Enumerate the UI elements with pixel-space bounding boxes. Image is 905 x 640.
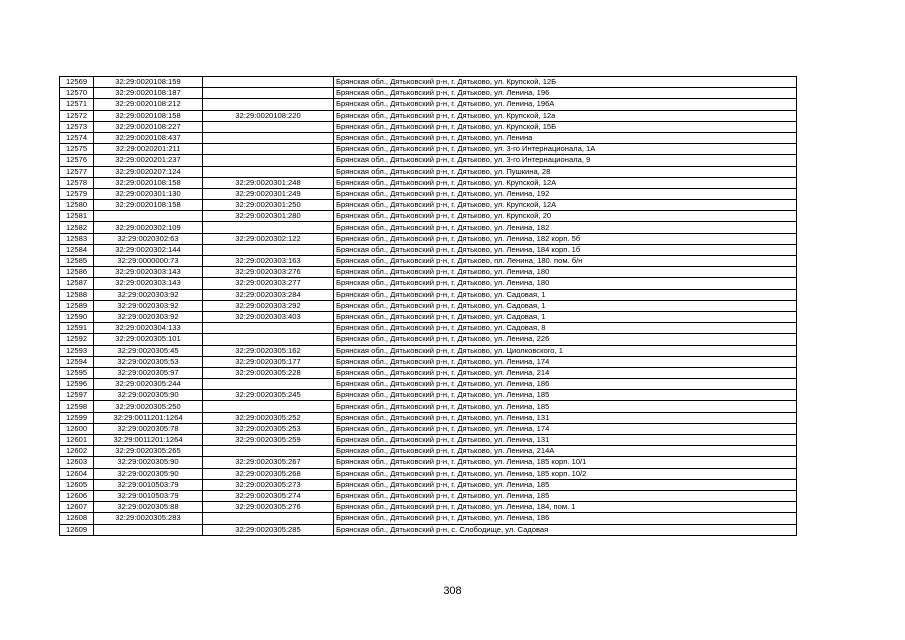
address-cell: Брянская обл., Дятьковский р-н, г. Дятьково, ул. Садовая, 1 xyxy=(334,300,797,311)
cadastral-number-cell: 32:29:0020305:53 xyxy=(94,356,203,367)
object-cadastral-number-cell: 32:29:0020305:268 xyxy=(203,468,334,479)
table-row xyxy=(60,367,797,378)
cadastral-number-cell: 32:29:0020108:158 xyxy=(94,110,203,121)
object-cadastral-number-cell: 32:29:0020303:284 xyxy=(203,289,334,300)
address-cell: Брянская обл., Дятьковский р-н, г. Дятьково, ул. Циолковского, 1 xyxy=(334,345,797,356)
cadastral-number-cell: 32:29:0020302:109 xyxy=(94,222,203,233)
record-number-cell: 12593 xyxy=(60,345,94,356)
address-cell: Брянская обл., Дятьковский р-н, г. Дятьково, ул. Ленина, 196А xyxy=(334,99,797,110)
address-cell: Брянская обл., Дятьковский р-н, г. Дятьково, ул. Ленина, 185 корп. 10/2 xyxy=(334,468,797,479)
table-row xyxy=(60,345,797,356)
table-row xyxy=(60,435,797,446)
record-number-cell: 12603 xyxy=(60,457,94,468)
object-cadastral-number-cell: 32:29:0020305:274 xyxy=(203,490,334,501)
object-cadastral-number-cell: 32:29:0020305:259 xyxy=(203,435,334,446)
record-number-cell: 12594 xyxy=(60,356,94,367)
cadastral-number-cell: 32:29:0020305:265 xyxy=(94,446,203,457)
object-cadastral-number-cell: 32:29:0020305:253 xyxy=(203,423,334,434)
record-number-cell: 12596 xyxy=(60,379,94,390)
cadastral-number-cell: 32:29:0020201:237 xyxy=(94,155,203,166)
address-cell: Брянская обл., Дятьковский р-н, г. Дятьково, ул. Крупской, 12А xyxy=(334,177,797,188)
table-row xyxy=(60,132,797,143)
object-cadastral-number-cell xyxy=(203,446,334,457)
record-number-cell: 12601 xyxy=(60,435,94,446)
record-number-cell: 12595 xyxy=(60,367,94,378)
record-number-cell: 12600 xyxy=(60,423,94,434)
address-cell: Брянская обл., Дятьковский р-н, г. Дятьково, ул. Ленина, 184 корп. 1б xyxy=(334,244,797,255)
table-row xyxy=(60,323,797,334)
object-cadastral-number-cell: 32:29:0020301:249 xyxy=(203,188,334,199)
table-row xyxy=(60,188,797,199)
record-number-cell: 12569 xyxy=(60,77,94,88)
cadastral-number-cell: 32:29:0020305:97 xyxy=(94,367,203,378)
address-cell: Брянская обл., Дятьковский р-н, г. Дятьково, ул. Ленина, 131 xyxy=(334,435,797,446)
table-row xyxy=(60,446,797,457)
address-cell: Брянская обл., Дятьковский р-н, г. Дятьково, ул. Крупской, 20 xyxy=(334,211,797,222)
table-row xyxy=(60,379,797,390)
address-cell: Брянская обл., Дятьковский р-н, г. Дятьково, ул. Крупской, 15Б xyxy=(334,121,797,132)
table-row xyxy=(60,300,797,311)
table-row xyxy=(60,144,797,155)
record-number-cell: 12608 xyxy=(60,513,94,524)
object-cadastral-number-cell: 32:29:0020303:292 xyxy=(203,300,334,311)
table-row xyxy=(60,77,797,88)
object-cadastral-number-cell xyxy=(203,379,334,390)
address-cell: Брянская обл., Дятьковский р-н, г. Дятьково, ул. Ленина, 184, пом. 1 xyxy=(334,502,797,513)
table-row xyxy=(60,166,797,177)
record-number-cell: 12573 xyxy=(60,121,94,132)
address-cell: Брянская обл., Дятьковский р-н, г. Дятьково, ул. 3-го Интернационала, 9 xyxy=(334,155,797,166)
object-cadastral-number-cell xyxy=(203,244,334,255)
address-cell: Брянская обл., Дятьковский р-н, г. Дятьково, ул. Садовая, 1 xyxy=(334,289,797,300)
object-cadastral-number-cell: 32:29:0020108:220 xyxy=(203,110,334,121)
table-row xyxy=(60,468,797,479)
record-number-cell: 12607 xyxy=(60,502,94,513)
record-number-cell: 12598 xyxy=(60,401,94,412)
cadastral-number-cell: 32:29:0010503:79 xyxy=(94,479,203,490)
table-row xyxy=(60,311,797,322)
record-number-cell: 12580 xyxy=(60,200,94,211)
address-cell: Брянская обл., Дятьковский р-н, г. Дятьково, ул. 3-го Интернационала, 1А xyxy=(334,144,797,155)
record-number-cell: 12587 xyxy=(60,278,94,289)
record-number-cell: 12577 xyxy=(60,166,94,177)
cadastral-number-cell: 32:29:0020108:437 xyxy=(94,132,203,143)
cadastral-number-cell: 32:29:0020108:159 xyxy=(94,77,203,88)
object-cadastral-number-cell: 32:29:0020303:277 xyxy=(203,278,334,289)
object-cadastral-number-cell xyxy=(203,334,334,345)
cadastral-number-cell: 32:29:0020303:92 xyxy=(94,300,203,311)
cadastral-number-cell xyxy=(94,524,203,535)
record-number-cell: 12590 xyxy=(60,311,94,322)
object-cadastral-number-cell xyxy=(203,401,334,412)
cadastral-number-cell: 32:29:0020301:130 xyxy=(94,188,203,199)
record-number-cell: 12584 xyxy=(60,244,94,255)
address-cell: Брянская обл., Дятьковский р-н, г. Дятьково, ул. Ленина, 174 xyxy=(334,356,797,367)
record-number-cell: 12581 xyxy=(60,211,94,222)
record-number-cell: 12575 xyxy=(60,144,94,155)
cadastral-number-cell: 32:29:0020108:227 xyxy=(94,121,203,132)
address-cell: Брянская обл., Дятьковский р-н, г. Дятьково, ул. Ленина, 196 xyxy=(334,88,797,99)
object-cadastral-number-cell: 32:29:0020301:248 xyxy=(203,177,334,188)
cadastral-number-cell: 32:29:0020305:283 xyxy=(94,513,203,524)
address-cell: Брянская обл., Дятьковский р-н, г. Дятьково, ул. Ленина xyxy=(334,132,797,143)
address-cell: Брянская обл., Дятьковский р-н, г. Дятьково, ул. Ленина, 180 xyxy=(334,267,797,278)
record-number-cell: 12578 xyxy=(60,177,94,188)
cadastral-number-cell: 32:29:0011201:1264 xyxy=(94,412,203,423)
address-cell: Брянская обл., Дятьковский р-н, г. Дятьково, ул. Садовая, 1 xyxy=(334,311,797,322)
record-number-cell: 12586 xyxy=(60,267,94,278)
object-cadastral-number-cell: 32:29:0020305:252 xyxy=(203,412,334,423)
table-row xyxy=(60,200,797,211)
address-cell: Брянская обл., Дятьковский р-н, с. Слободище, ул. Садовая xyxy=(334,524,797,535)
record-number-cell: 12582 xyxy=(60,222,94,233)
object-cadastral-number-cell xyxy=(203,155,334,166)
address-cell: Брянская обл., Дятьковский р-н, г. Дятьково, ул. Ленина, 185 xyxy=(334,479,797,490)
table-row xyxy=(60,121,797,132)
table-row xyxy=(60,334,797,345)
table-row xyxy=(60,211,797,222)
address-cell: Брянская обл., Дятьковский р-н, г. Дятьково, ул. Ленина, 174 xyxy=(334,423,797,434)
cadastral-number-cell: 32:29:0000000:73 xyxy=(94,256,203,267)
cadastral-number-cell: 32:29:0020108:212 xyxy=(94,99,203,110)
table-row xyxy=(60,99,797,110)
record-number-cell: 12591 xyxy=(60,323,94,334)
address-cell: Брянская обл., Дятьковский р-н, г. Дятьково, ул. Садовая, 8 xyxy=(334,323,797,334)
cadastral-number-cell: 32:29:0020108:158 xyxy=(94,200,203,211)
record-number-cell: 12604 xyxy=(60,468,94,479)
address-cell: Брянская обл., Дятьковский р-н, г. Дятьково, ул. Ленина, 214А xyxy=(334,446,797,457)
object-cadastral-number-cell: 32:29:0020305:228 xyxy=(203,367,334,378)
table-row xyxy=(60,513,797,524)
table-row xyxy=(60,356,797,367)
object-cadastral-number-cell: 32:29:0020301:250 xyxy=(203,200,334,211)
table-row xyxy=(60,490,797,501)
object-cadastral-number-cell xyxy=(203,132,334,143)
cadastral-number-cell: 32:29:0020305:90 xyxy=(94,468,203,479)
registry-table-body xyxy=(60,77,797,536)
page-number: 308 xyxy=(443,585,462,597)
cadastral-number-cell: 32:29:0020108:158 xyxy=(94,177,203,188)
address-cell: Брянская обл., Дятьковский р-н, г. Дятьково, ул. Крупской, 12Б xyxy=(334,77,797,88)
record-number-cell: 12574 xyxy=(60,132,94,143)
object-cadastral-number-cell: 32:29:0020305:273 xyxy=(203,479,334,490)
record-number-cell: 12609 xyxy=(60,524,94,535)
object-cadastral-number-cell: 32:29:0020305:285 xyxy=(203,524,334,535)
cadastral-number-cell: 32:29:0020305:244 xyxy=(94,379,203,390)
cadastral-number-cell: 32:29:0020303:143 xyxy=(94,278,203,289)
table-row xyxy=(60,423,797,434)
record-number-cell: 12570 xyxy=(60,88,94,99)
cadastral-number-cell: 32:29:0020305:78 xyxy=(94,423,203,434)
table-row xyxy=(60,244,797,255)
record-number-cell: 12579 xyxy=(60,188,94,199)
cadastral-number-cell: 32:29:0020305:250 xyxy=(94,401,203,412)
table-row xyxy=(60,401,797,412)
cadastral-number-cell: 32:29:0020108:187 xyxy=(94,88,203,99)
cadastral-number-cell: 32:29:0020201:211 xyxy=(94,144,203,155)
table-row xyxy=(60,110,797,121)
record-number-cell: 12576 xyxy=(60,155,94,166)
cadastral-number-cell: 32:29:0020305:90 xyxy=(94,457,203,468)
table-row xyxy=(60,155,797,166)
address-cell: Брянская обл., Дятьковский р-н, г. Дятьково, ул. Ленина, 186 xyxy=(334,513,797,524)
object-cadastral-number-cell xyxy=(203,77,334,88)
object-cadastral-number-cell: 32:29:0020305:162 xyxy=(203,345,334,356)
table-row xyxy=(60,457,797,468)
record-number-cell: 12599 xyxy=(60,412,94,423)
address-cell: Брянская обл., Дятьковский р-н, г. Дятьково, ул. Ленина, 180 xyxy=(334,278,797,289)
address-cell: Брянская обл., Дятьковский р-н, г. Дятьково, ул. Ленина, 185 xyxy=(334,490,797,501)
cadastral-number-cell: 32:29:0010503:79 xyxy=(94,490,203,501)
cadastral-number-cell: 32:29:0011201:1264 xyxy=(94,435,203,446)
cadastral-number-cell: 32:29:0020304:133 xyxy=(94,323,203,334)
table-row xyxy=(60,267,797,278)
object-cadastral-number-cell: 32:29:0020303:403 xyxy=(203,311,334,322)
object-cadastral-number-cell xyxy=(203,99,334,110)
table-row xyxy=(60,390,797,401)
table-row xyxy=(60,256,797,267)
record-number-cell: 12585 xyxy=(60,256,94,267)
object-cadastral-number-cell xyxy=(203,88,334,99)
record-number-cell: 12605 xyxy=(60,479,94,490)
cadastral-number-cell xyxy=(94,211,203,222)
cadastral-number-cell: 32:29:0020305:88 xyxy=(94,502,203,513)
record-number-cell: 12589 xyxy=(60,300,94,311)
object-cadastral-number-cell: 32:29:0020301:280 xyxy=(203,211,334,222)
table-row xyxy=(60,289,797,300)
object-cadastral-number-cell xyxy=(203,323,334,334)
address-cell: Брянская обл., Дятьковский р-н, г. Дятьково, ул. Ленина, 185 xyxy=(334,401,797,412)
address-cell: Брянская обл., Дятьковский р-н, г. Дятьково, пл. Ленина, 180. пом. б/н xyxy=(334,256,797,267)
object-cadastral-number-cell: 32:29:0020305:267 xyxy=(203,457,334,468)
record-number-cell: 12572 xyxy=(60,110,94,121)
cadastral-number-cell: 32:29:0020303:143 xyxy=(94,267,203,278)
address-cell: Брянская обл., Дятьковский р-н, г. Дятьково, ул. Ленина, 226 xyxy=(334,334,797,345)
object-cadastral-number-cell xyxy=(203,222,334,233)
object-cadastral-number-cell xyxy=(203,121,334,132)
record-number-cell: 12606 xyxy=(60,490,94,501)
object-cadastral-number-cell: 32:29:0020305:245 xyxy=(203,390,334,401)
record-number-cell: 12592 xyxy=(60,334,94,345)
table-row xyxy=(60,502,797,513)
cadastral-number-cell: 32:29:0020302:144 xyxy=(94,244,203,255)
address-cell: Брянская обл., Дятьковский р-н, г. Дятьково, ул. Пушкина, 28 xyxy=(334,166,797,177)
record-number-cell: 12583 xyxy=(60,233,94,244)
address-cell: Брянская обл., Дятьковский р-н, г. Дятьково, ул. Ленина, 214 xyxy=(334,367,797,378)
object-cadastral-number-cell: 32:29:0020303:276 xyxy=(203,267,334,278)
object-cadastral-number-cell: 32:29:0020305:276 xyxy=(203,502,334,513)
cadastral-number-cell: 32:29:0020305:45 xyxy=(94,345,203,356)
record-number-cell: 12571 xyxy=(60,99,94,110)
address-cell: Брянская обл., Дятьковский р-н, г. Дятьково, ул. Ленина, 192 xyxy=(334,188,797,199)
table-row xyxy=(60,479,797,490)
address-cell: Брянская обл., Дятьковский р-н, г. Дятьково, ул. Ленина, 131 xyxy=(334,412,797,423)
table-row xyxy=(60,524,797,535)
object-cadastral-number-cell xyxy=(203,513,334,524)
cadastral-number-cell: 32:29:0020303:92 xyxy=(94,311,203,322)
address-cell: Брянская обл., Дятьковский р-н, г. Дятьково, ул. Ленина, 185 корп. 10/1 xyxy=(334,457,797,468)
address-cell: Брянская обл., Дятьковский р-н, г. Дятьково, ул. Ленина, 182 корп. 5б xyxy=(334,233,797,244)
address-cell: Брянская обл., Дятьковский р-н, г. Дятьково, ул. Крупской, 12А xyxy=(334,200,797,211)
address-cell: Брянская обл., Дятьковский р-н, г. Дятьково, ул. Ленина, 186 xyxy=(334,379,797,390)
table-row xyxy=(60,412,797,423)
address-cell: Брянская обл., Дятьковский р-н, г. Дятьково, ул. Ленина, 185 xyxy=(334,390,797,401)
object-cadastral-number-cell: 32:29:0020302:122 xyxy=(203,233,334,244)
table-row xyxy=(60,222,797,233)
table-row xyxy=(60,88,797,99)
table-row xyxy=(60,177,797,188)
object-cadastral-number-cell: 32:29:0020305:177 xyxy=(203,356,334,367)
table-row xyxy=(60,278,797,289)
object-cadastral-number-cell xyxy=(203,144,334,155)
cadastral-number-cell: 32:29:0020207:124 xyxy=(94,166,203,177)
registry-table xyxy=(59,76,797,536)
record-number-cell: 12602 xyxy=(60,446,94,457)
record-number-cell: 12588 xyxy=(60,289,94,300)
cadastral-number-cell: 32:29:0020305:101 xyxy=(94,334,203,345)
address-cell: Брянская обл., Дятьковский р-н, г. Дятьково, ул. Крупской, 12а xyxy=(334,110,797,121)
address-cell: Брянская обл., Дятьковский р-н, г. Дятьково, ул. Ленина, 182 xyxy=(334,222,797,233)
cadastral-number-cell: 32:29:0020302:63 xyxy=(94,233,203,244)
record-number-cell: 12597 xyxy=(60,390,94,401)
object-cadastral-number-cell: 32:29:0020303:163 xyxy=(203,256,334,267)
cadastral-number-cell: 32:29:0020303:92 xyxy=(94,289,203,300)
table-row xyxy=(60,233,797,244)
cadastral-number-cell: 32:29:0020305:90 xyxy=(94,390,203,401)
object-cadastral-number-cell xyxy=(203,166,334,177)
